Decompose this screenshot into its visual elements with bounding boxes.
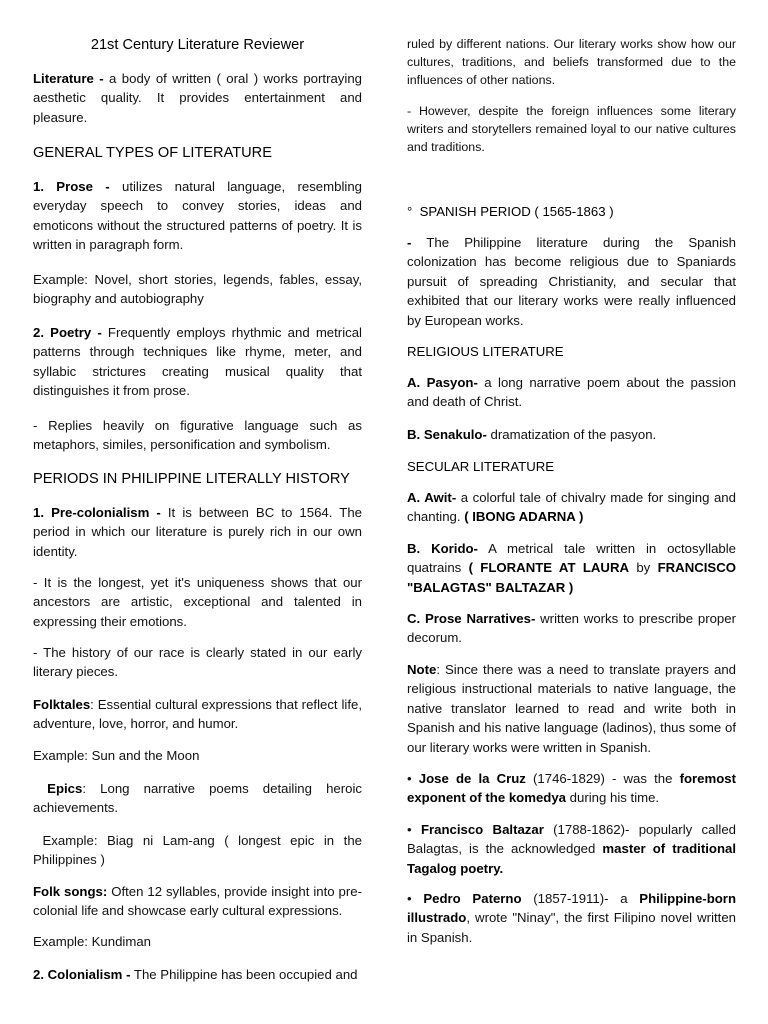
- folktales-text: : Essential cultural expressions that reflect life, adventure, love, horror, and humor.: [33, 697, 362, 732]
- awit-term: A. Awit-: [407, 490, 457, 505]
- religious-literature-heading: RELIGIOUS LITERATURE: [407, 344, 564, 359]
- pedro-paterno-entry: [407, 889, 736, 947]
- precolonial-note-1: - It is the longest, yet it's uniqueness shows that our ancestors are artistic, exceptional and talented in expressing their emotions.: [33, 575, 362, 629]
- spanish-period-text: The Philippine literature during the Spanish colonization has become religious due to Spaniards pursuit of spreading Christianity, and secular that exhibited that our literary works were really influenced by European works.: [407, 235, 736, 328]
- note-text: : Since there was a need to translate prayers and religious instructional materials to native language, the native translator learned to read and write both in Spanish and his native language (ladinos), thus some of our literary works were written in Spanish.: [407, 662, 736, 755]
- pedro-years: (1857-1911)- a: [521, 891, 640, 906]
- folktales-definition: [33, 695, 362, 734]
- colonialism-continued: ruled by different nations. Our literary works show how our cultures, traditions, and beliefs transformed due to the influences of other nations.: [407, 37, 736, 88]
- korido-definition: [407, 539, 736, 597]
- secular-literature-heading: SECULAR LITERATURE: [407, 459, 555, 474]
- prose-narratives-text: written works to prescribe proper decorum.: [407, 611, 736, 646]
- bullet-icon: •: [407, 891, 412, 906]
- korido-title: ( FLORANTE AT LAURA: [468, 560, 629, 576]
- note-term: Note: [407, 662, 437, 677]
- poetry-term: 2. Poetry -: [33, 325, 102, 340]
- colonialism-definition: [33, 965, 362, 984]
- francisco-highlight: master of traditional Tagalog poetry.: [407, 841, 736, 876]
- precolonial-term: 1. Pre-colonialism -: [33, 505, 161, 520]
- periods-heading: PERIODS IN PHILIPPINE LITERALLY HISTORY: [33, 471, 350, 487]
- folksongs-example: Example: Kundiman: [33, 934, 152, 949]
- folksongs-definition: [33, 882, 362, 921]
- jose-rest: during his time.: [566, 790, 660, 806]
- colonialism-note: - However, despite the foreign influences some literary writers and storytellers remained loyal to our native cultures and traditions.: [407, 104, 736, 155]
- folktales-example: Example: Sun and the Moon: [33, 748, 200, 763]
- epics-definition: [33, 779, 362, 818]
- francisco-baltazar-entry: [407, 820, 736, 878]
- francisco-years: (1788-1862)- popularly called Balagtas, is the acknowledged: [407, 822, 736, 857]
- epics-term: Epics: [47, 781, 83, 796]
- folksongs-text: Often 12 syllables, provide insight into pre-colonial life and showcase early cultural expressions.: [33, 884, 362, 919]
- spanish-period-heading: [407, 202, 736, 221]
- korido-author: FRANCISCO "BALAGTAS" BALTAZAR ): [407, 560, 736, 595]
- prose-term: 1. Prose -: [33, 179, 110, 194]
- pasyon-text: a long narrative poem about the passion and death of Christ.: [407, 375, 737, 410]
- awit-text: a colorful tale of chivalry made for singing and chanting.: [407, 490, 736, 525]
- precolonial-text: It is between BC to 1564. The period in which our literature is purely rich in our own identity.: [33, 505, 362, 559]
- jose-name: Jose de la Cruz: [418, 771, 526, 786]
- prose-narratives-definition: [407, 609, 736, 648]
- senakulo-text: dramatization of the pasyon.: [486, 427, 657, 442]
- korido-text: A metrical tale written in octosyllable quatrains: [407, 541, 736, 576]
- folksongs-term: Folk songs:: [33, 884, 108, 899]
- senakulo-definition: [407, 425, 736, 444]
- ladinos-note: [407, 660, 736, 757]
- pedro-highlight: Philippine-born illustrado: [407, 891, 736, 926]
- epics-text: : Long narrative poems detailing heroic achievements.: [33, 781, 362, 816]
- folktales-term: Folktales: [33, 697, 91, 712]
- awit-definition: [407, 488, 736, 527]
- poetry-note: - Replies heavily on figurative language such as metaphors, similes, personification and symbolism.: [33, 418, 362, 453]
- poetry-definition: [33, 323, 362, 401]
- pedro-rest: , wrote "Ninay", the first Filipino novel written in Spanish.: [407, 910, 736, 945]
- prose-definition: [33, 177, 362, 255]
- general-types-heading: GENERAL TYPES OF LITERATURE: [33, 145, 272, 161]
- prose-example: Example: Novel, short stories, legends, fables, essay, biography and autobiography: [33, 272, 362, 307]
- degree-bullet-icon: °: [407, 204, 413, 219]
- precolonial-definition: [33, 503, 362, 561]
- colonialism-text: The Philippine has been occupied and: [130, 967, 358, 982]
- epics-example: [33, 831, 362, 870]
- poetry-text: Frequently employs rhythmic and metrical patterns through techniques like rhyme, meter, and syllabic strictures creating musical quality that distinguishes it from prose.: [33, 325, 362, 399]
- jose-years: (1746-1829) - was the: [525, 771, 680, 786]
- pedro-name: Pedro Paterno: [423, 891, 522, 906]
- spanish-period-description: [407, 233, 736, 330]
- francisco-name: Francisco Baltazar: [420, 822, 544, 837]
- literature-definition: [33, 69, 362, 127]
- literature-text: a body of written ( oral ) works portraying aesthetic quality. It provides entertainment and pleasure.: [33, 71, 362, 125]
- jose-highlight: foremost exponent of the komedya: [407, 771, 736, 806]
- pasyon-term: A. Pasyon-: [407, 375, 478, 390]
- precolonial-note-2: - The history of our race is clearly stated in our early literary pieces.: [33, 645, 362, 680]
- prose-text: utilizes natural language, resembling everyday speech to convey stories, ideas and emoticons without the structured patterns of poetry. It is written in paragraph form.: [33, 179, 362, 253]
- spanish-period-label: SPANISH PERIOD ( 1565-1863 ): [419, 204, 614, 219]
- bullet-icon: •: [407, 771, 412, 786]
- prose-narratives-term: C. Prose Narratives-: [407, 611, 536, 626]
- jose-de-la-cruz-entry: [407, 769, 736, 808]
- senakulo-term: B. Senakulo-: [407, 427, 487, 442]
- dash-marker: -: [407, 235, 412, 250]
- korido-by: by: [629, 560, 658, 576]
- epics-example-text: Example: Biag ni Lam-ang ( longest epic in the Philippines ): [33, 833, 362, 868]
- pasyon-definition: [407, 373, 736, 412]
- bullet-icon: •: [407, 822, 412, 837]
- colonialism-term: 2. Colonialism -: [33, 967, 131, 982]
- document-title: 21st Century Literature Reviewer: [90, 37, 305, 53]
- korido-term: B. Korido-: [407, 541, 478, 556]
- awit-example: ( IBONG ADARNA ): [464, 509, 584, 525]
- literature-term: Literature -: [33, 71, 104, 86]
